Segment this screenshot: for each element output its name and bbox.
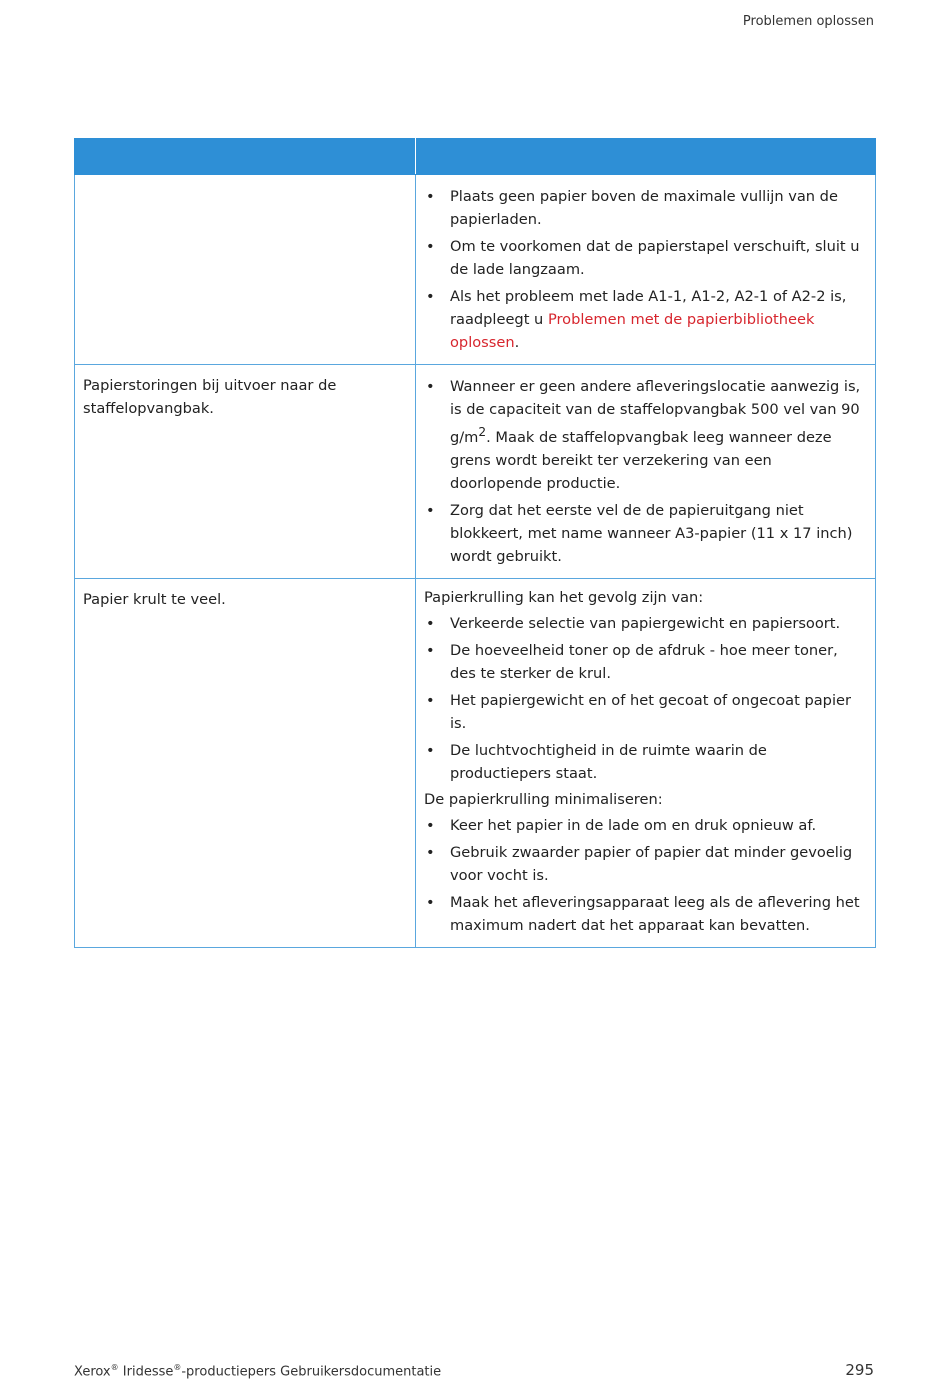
bullet-icon: • [426, 238, 435, 255]
table-row [75, 578, 876, 947]
table-row [75, 175, 876, 365]
list-item [424, 375, 867, 495]
footer-document-title [74, 1363, 441, 1379]
list-item [424, 499, 867, 568]
list-item-text: De hoeveelheid toner op de afdruk - hoe meer toner, des te sterker de krul. [450, 641, 838, 682]
solution-cell [416, 365, 876, 579]
list-item [424, 285, 867, 354]
remedies-intro: De papierkrulling minimaliseren: [424, 790, 663, 808]
list-item-text: De luchtvochtigheid in de ruimte waarin de productiepers staat. [450, 741, 767, 782]
bullet-icon: • [426, 691, 435, 709]
issue-cell [75, 578, 416, 947]
bullet-icon: • [426, 741, 435, 759]
bullet-icon: • [426, 614, 435, 632]
superscript: 2 [478, 425, 487, 439]
solution-list [424, 185, 867, 354]
list-item [424, 235, 867, 281]
list-item-text: Keer het papier in de lade om en druk opnieuw af. [450, 816, 817, 834]
registered-mark: ® [173, 1362, 182, 1372]
issue-cell [75, 175, 416, 365]
bullet-icon: • [426, 378, 435, 395]
solution-list [424, 375, 867, 568]
bullet-icon: • [426, 288, 435, 305]
solution-cell [416, 578, 876, 947]
solution-cell [416, 175, 876, 365]
list-item [424, 891, 867, 937]
remedies-list [424, 814, 867, 937]
bullet-icon: • [426, 893, 435, 911]
bullet-icon: • [426, 843, 435, 861]
footer-brand: Xerox [74, 1364, 111, 1379]
bullet-icon: • [426, 501, 435, 519]
issue-cell [75, 365, 416, 579]
bullet-icon: • [426, 188, 435, 205]
list-item [424, 739, 867, 785]
issue-text [83, 182, 407, 184]
list-item-text: Wanneer er geen andere afleveringslocatie aanwezig is, is de capaciteit van de staffelopvangbak 500 vel van 90 g/m [450, 378, 861, 446]
list-item [424, 689, 867, 735]
list-item-text: Maak het afleveringsapparaat leeg als de aflevering het maximum nadert dat het apparaat kan bevatten. [450, 893, 860, 934]
registered-mark: ® [110, 1362, 119, 1372]
table-row [75, 365, 876, 579]
list-item-text: Plaats geen papier boven de maximale vullijn van de papierladen. [450, 188, 838, 228]
page-number: 295 [845, 1361, 874, 1379]
list-item-text-suffix: . Maak de staffelopvangbak leeg wanneer deze grens wordt bereikt ter verzekering van een doorlopende productie. [450, 428, 832, 492]
list-item-text: Zorg dat het eerste vel de de papieruitgang niet blokkeert, met name wanneer A3-papier (11 x 17 inch) wordt gebruikt. [450, 501, 853, 565]
list-item-text: Om te voorkomen dat de papierstapel verschuift, sluit u de lade langzaam. [450, 238, 860, 278]
paper-library-troubleshooting-link[interactable]: Problemen met de papierbibliotheek oplossen [450, 311, 815, 351]
running-header: Problemen oplossen [742, 14, 874, 29]
list-item [424, 612, 867, 635]
table-header-cell-issue [75, 139, 416, 175]
list-item-text: Verkeerde selectie van papiergewicht en papiersoort. [450, 614, 841, 632]
list-item-text: Als het probleem met lade A1-1, A1-2, A2-1 of A2-2 is, raadpleegt u [450, 288, 847, 328]
causes-intro: Papierkrulling kan het gevolg zijn van: [424, 588, 704, 606]
list-item-text-suffix: . [514, 334, 520, 351]
issue-text: Papierstoringen bij uitvoer naar de staffelopvangbak. [83, 377, 337, 417]
causes-list [424, 612, 867, 785]
troubleshooting-table [74, 138, 876, 948]
footer-suffix: -productiepers Gebruikersdocumentatie [181, 1364, 442, 1379]
list-item-text: Het papiergewicht en of het gecoat of ongecoat papier is. [450, 691, 851, 732]
list-item [424, 814, 867, 837]
list-item [424, 639, 867, 685]
bullet-icon: • [426, 816, 435, 834]
list-item-text: Gebruik zwaarder papier of papier dat minder gevoelig voor vocht is. [450, 843, 853, 884]
list-item [424, 185, 867, 231]
table-header-row [75, 139, 876, 175]
issue-text: Papier krult te veel. [83, 590, 226, 608]
table-header-cell-solution [416, 139, 876, 175]
footer-product: Iridesse [118, 1364, 174, 1379]
list-item [424, 841, 867, 887]
bullet-icon: • [426, 641, 435, 659]
